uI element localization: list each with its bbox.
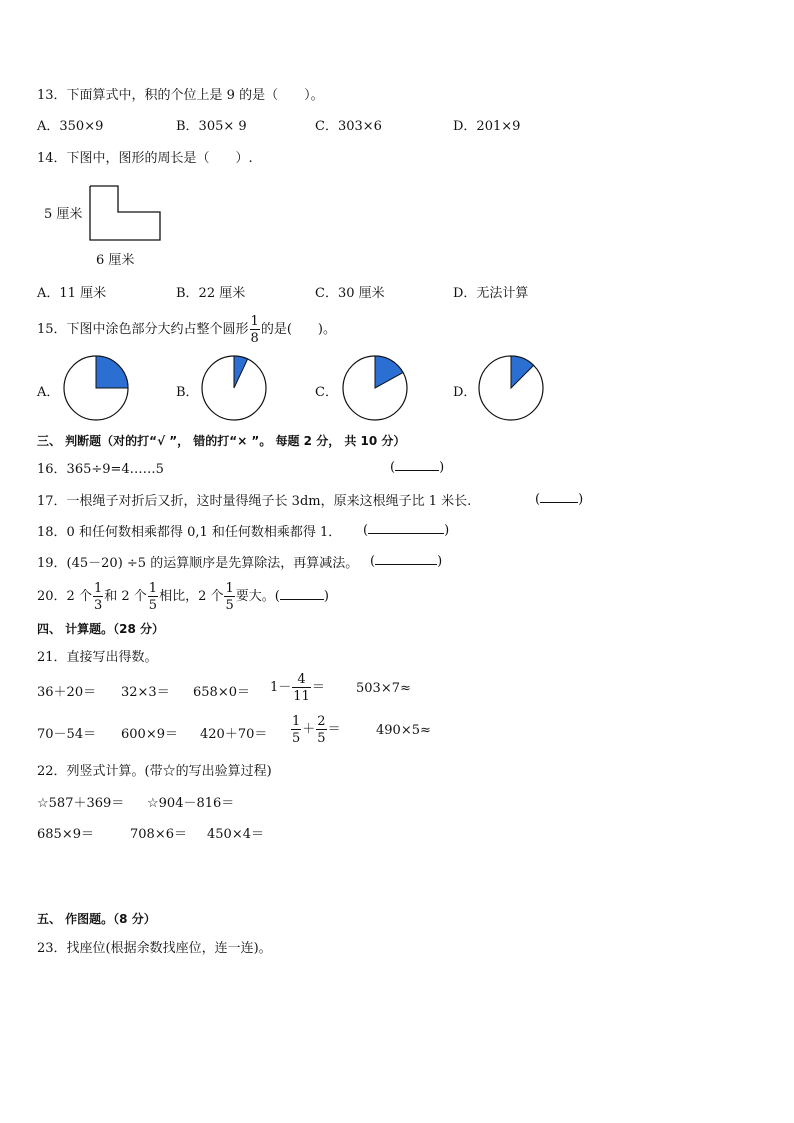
q17-text: 17．一根绳子对折后又折，这时量得绳子长 3dm，原来这根绳子比 1 米长. [37, 494, 472, 509]
q16-blank[interactable] [395, 458, 439, 471]
q16-text: 16．365÷9=4……5 [37, 462, 164, 477]
q21-r2-eq: ＝ [327, 722, 341, 737]
q14-stem: 14．下图中，图形的周长是（ ）. [37, 151, 253, 166]
q21-r1-frac-num: 4 [292, 673, 311, 688]
q22-r2-item1[interactable]: 685×9＝ [37, 827, 94, 842]
section4-heading: 四、 计算题。（28 分） [37, 622, 165, 636]
q20-answer[interactable] [275, 589, 329, 604]
q19-answer[interactable] [370, 552, 442, 569]
q14-option-b[interactable]: B．22 厘米 [176, 286, 246, 301]
q16-paren-open: ( [390, 460, 396, 475]
q20-blank[interactable] [280, 587, 324, 600]
q15-option-d-label[interactable]: D． [453, 385, 477, 400]
q21-r2-item3[interactable]: 420＋70＝ [200, 727, 268, 742]
q21-r2-item2[interactable]: 600×9＝ [121, 727, 178, 742]
q17-answer[interactable] [535, 490, 583, 507]
q14-option-d[interactable]: D．无法计算 [453, 286, 529, 301]
q21-r2-plus: ＋ [302, 722, 316, 737]
q21-r1-item3[interactable]: 658×0＝ [193, 685, 250, 700]
q21-r2-frac2 [316, 715, 326, 745]
q16-paren-close: ) [439, 460, 445, 475]
q18-blank[interactable] [368, 521, 444, 534]
q21-r1-item2[interactable]: 32×3＝ [121, 685, 170, 700]
pie-a[interactable] [62, 354, 130, 422]
q14-option-c[interactable]: C．30 厘米 [315, 286, 385, 301]
q22-r2-item2[interactable]: 708×6＝ [130, 827, 187, 842]
q13-option-a[interactable]: A．350×9 [37, 119, 104, 134]
q20-line [37, 575, 329, 619]
q23-stem: 23．找座位(根据余数找座位，连一连)。 [37, 941, 272, 956]
q20-part2: 和 2 个 [104, 589, 147, 604]
q21-r1-frac [292, 673, 311, 703]
q21-r1-frac-prefix: 1－ [270, 680, 292, 695]
q21-r1-item5[interactable]: 503×7≈ [356, 681, 411, 696]
l-shape-figure [88, 184, 164, 242]
q14-width-label: 6 厘米 [96, 253, 135, 268]
q17-paren-close: ) [578, 492, 584, 507]
q13-option-c[interactable]: C．303×6 [315, 119, 382, 134]
q21-r2-frac2-num: 2 [317, 713, 326, 729]
q21-r2-frac2-den: 5 [317, 730, 326, 746]
q21-r2-item4[interactable] [290, 708, 341, 752]
q13-stem: 13．下面算式中，积的个位上是 9 的是（ ）。 [37, 88, 324, 103]
section5-heading: 五、 作图题。（8 分） [37, 912, 156, 926]
q15-stem [37, 308, 336, 352]
q20-frac1 [93, 582, 103, 612]
q15-fraction [250, 315, 260, 345]
q20-frac1-den: 3 [93, 597, 103, 613]
q13-option-b[interactable]: B．305× 9 [176, 119, 247, 134]
q22-r1-item1[interactable]: ☆587＋369＝ [37, 796, 125, 811]
q15-option-c-label[interactable]: C． [315, 385, 338, 400]
pie-b[interactable] [200, 354, 268, 422]
q18-paren-open: ( [363, 523, 369, 538]
l-shape-outline [90, 186, 160, 240]
q15-frac-num: 1 [250, 313, 259, 329]
q22-r2-item3[interactable]: 450×4＝ [207, 827, 264, 842]
q18-paren-close: ) [444, 523, 450, 538]
q20-part3: 相比，2 个 [159, 589, 224, 604]
q22-r1-item2[interactable]: ☆904－816＝ [147, 796, 235, 811]
q15-stem-after: 的是( )。 [260, 322, 336, 337]
pie-c[interactable] [341, 354, 409, 422]
q17-paren-open: ( [535, 492, 541, 507]
q20-frac3-num: 1 [225, 580, 234, 596]
q18-answer[interactable] [363, 521, 449, 538]
q20-part1: 20．2 个 [37, 589, 92, 604]
q20-frac3-den: 5 [225, 597, 234, 613]
q20-frac3 [224, 582, 234, 612]
q20-paren-open: ( [274, 589, 280, 604]
q21-r2-frac1-den: 5 [292, 730, 301, 746]
q20-part4: 要大。 [235, 589, 275, 604]
q21-r1-frac-den: 11 [293, 688, 310, 704]
pie-d[interactable] [477, 354, 545, 422]
q20-frac2-num: 1 [148, 580, 158, 596]
q19-paren-close: ) [437, 554, 443, 569]
q15-option-b-label[interactable]: B． [176, 385, 199, 400]
q16-answer[interactable] [390, 458, 444, 475]
q15-frac-den: 8 [250, 330, 259, 346]
q20-frac1-num: 1 [93, 580, 103, 596]
section3-heading: 三、 判断题（对的打“√ ”， 错的打“× ”。 每题 2 分， 共 10 分） [37, 434, 406, 448]
q19-text: 19．(45－20) ÷5 的运算顺序是先算除法，再算减法。 [37, 556, 359, 571]
q13-option-d[interactable]: D．201×9 [453, 119, 521, 134]
q15-option-a-label[interactable]: A． [37, 385, 60, 400]
q21-r1-item4[interactable] [270, 666, 325, 710]
q21-r1-frac-suffix: ＝ [311, 680, 325, 695]
q19-blank[interactable] [375, 552, 437, 565]
q21-r1-item1[interactable]: 36＋20＝ [37, 685, 97, 700]
q18-text: 18．0 和任何数相乘都得 0,1 和任何数相乘都得 1． [37, 525, 342, 540]
q22-stem: 22．列竖式计算。(带☆的写出验算过程) [37, 764, 272, 779]
q21-r2-frac1 [291, 715, 301, 745]
q19-paren-open: ( [370, 554, 376, 569]
pie-shaded-sector [96, 356, 128, 388]
q20-paren-close: ) [323, 589, 329, 604]
q21-stem: 21．直接写出得数。 [37, 650, 158, 665]
q20-frac2 [148, 582, 158, 612]
q15-stem-before: 15．下图中涂色部分大约占整个圆形 [37, 322, 249, 337]
q21-r2-item5[interactable]: 490×5≈ [376, 723, 431, 738]
q14-height-label: 5 厘米 [44, 207, 83, 222]
q21-r2-frac1-num: 1 [292, 713, 301, 729]
q17-blank[interactable] [540, 490, 578, 503]
q14-option-a[interactable]: A．11 厘米 [37, 286, 107, 301]
q20-frac2-den: 5 [148, 597, 158, 613]
q21-r2-item1[interactable]: 70－54＝ [37, 727, 97, 742]
